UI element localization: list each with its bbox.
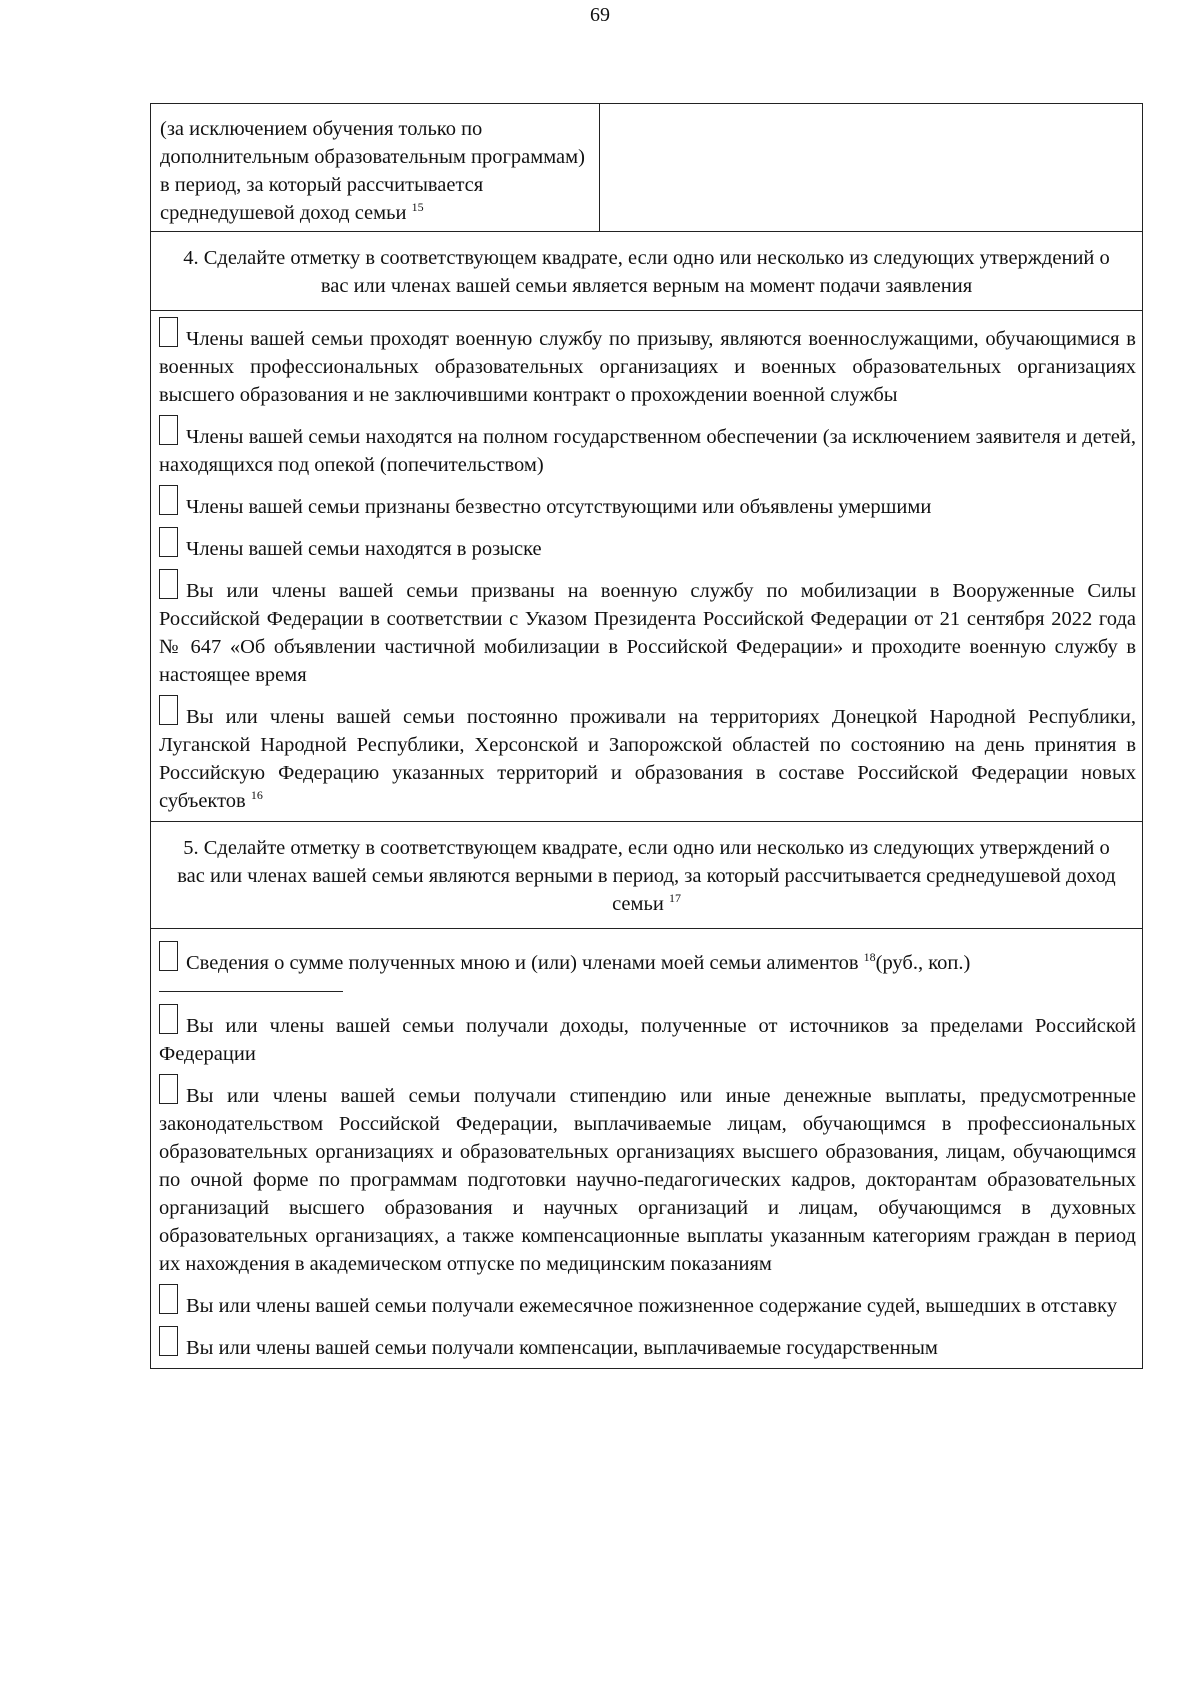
statement-text: Члены вашей семьи находятся в розыске [186,538,542,560]
checkbox[interactable] [159,569,178,599]
statement-missing-deceased [159,485,1136,521]
statement-new-territories [159,695,1136,815]
checkbox[interactable] [159,1074,178,1104]
education-period-cell [151,104,600,232]
education-answer-cell[interactable] [600,104,1143,232]
checkbox[interactable] [159,415,178,445]
section-5-body [151,929,1143,1369]
page-number: 69 [590,4,610,26]
statement-scholarship [159,1074,1136,1278]
statement-alimony [159,941,1136,977]
statement-military-conscription [159,317,1136,409]
statement-text: Вы или члены вашей семьи получали стипендию или иные денежные выплаты, предусмотренные законодательством Российской Федерации, выплачиваемые лицам, обучающимся в профессиональных образовательных организациях и образовательных организациях высшего образования, лицам, обучающимся по очной форме по программам подготовки научно-педагогических кадров, докторантам образовательных организаций высшего образования и научных организаций и лицам, обучающимся в духовных образовательных организациях, а также компенсационные выплаты указанным категориям граждан в период их нахождения в академическом отпуске по медицинским показаниям [159,1085,1136,1275]
statement-compensation [159,1326,1136,1362]
statement-judges-pension [159,1284,1136,1320]
checkbox[interactable] [159,1004,178,1034]
statement-state-support [159,415,1136,479]
statement-text: Вы или члены вашей семьи призваны на военную службу по мобилизации в Вооруженные Силы Российской Федерации в соответствии с Указом Президента Российской Федерации от 21 сентября 2022 года № 647 «Об объявлении частичной мобилизации в Российской Федерации» и проходите военную службу в настоящее время [159,580,1136,686]
checkbox[interactable] [159,485,178,515]
statement-text: Члены вашей семьи проходят военную службу по призыву, являются военнослужащими, обучающимися в военных профессиональных образовательных организациях и военных образовательных организациях высшего образования и не заключившими контракт о прохождении военной службы [159,328,1136,406]
statement-text: Вы или члены вашей семьи получали ежемесячное пожизненное содержание судей, вышедших в отставку [186,1295,1118,1317]
statement-foreign-income [159,1004,1136,1068]
statement-text: Вы или члены вашей семьи получали компенсации, выплачиваемые государственным [186,1337,938,1359]
section-5-header-text: 5. Сделайте отметку в соответствующем квадрате, если одно или несколько из следующих утверждений о вас или членах вашей семьи являются верными в период, за который рассчитывается среднедушевой доход семьи [177,837,1116,915]
footnote-15: 15 [411,200,424,214]
section-4-header: 4. Сделайте отметку в соответствующем квадрате, если одно или несколько из следующих утверждений о вас или членах вашей семьи является верным на момент подачи заявления [151,232,1143,311]
section-4-body [151,311,1143,822]
statement-text: Сведения о сумме полученных мною и (или) членами моей семьи алиментов [186,952,859,974]
statement-text: Члены вашей семьи находятся на полном государственном обеспечении (за исключением заявителя и детей, находящихся под опекой (попечительством) [159,426,1136,476]
checkbox[interactable] [159,317,178,347]
statement-mobilization [159,569,1136,689]
statement-text: Вы или члены вашей семьи постоянно проживали на территориях Донецкой Народной Республики, Луганской Народной Республики, Херсонской и Запорожской областей по состоянию на день принятия в Российскую Федерацию указанных территорий и образования в составе Российской Федерации новых субъектов [159,706,1136,812]
education-row [151,104,1143,232]
footnote-18: 18 [863,950,876,964]
checkbox[interactable] [159,1284,178,1314]
section-5-header [151,822,1143,929]
footnote-16: 16 [250,788,263,802]
statement-text: Члены вашей семьи признаны безвестно отсутствующими или объявлены умершими [186,496,932,518]
education-period-text: (за исключением обучения только по дополнительным образовательным программам) в период, за который рассчитывается среднедушевой доход семьи [160,118,585,224]
statement-wanted [159,527,1136,563]
checkbox[interactable] [159,941,178,971]
statement-text: Вы или члены вашей семьи получали доходы, полученные от источников за пределами Российской Федерации [159,1015,1136,1065]
checkbox[interactable] [159,695,178,725]
form-table [150,103,1143,1369]
alimony-unit: (руб., коп.) [875,952,971,974]
alimony-amount-line[interactable] [159,991,343,992]
checkbox[interactable] [159,1326,178,1356]
checkbox[interactable] [159,527,178,557]
footnote-17: 17 [668,891,681,905]
